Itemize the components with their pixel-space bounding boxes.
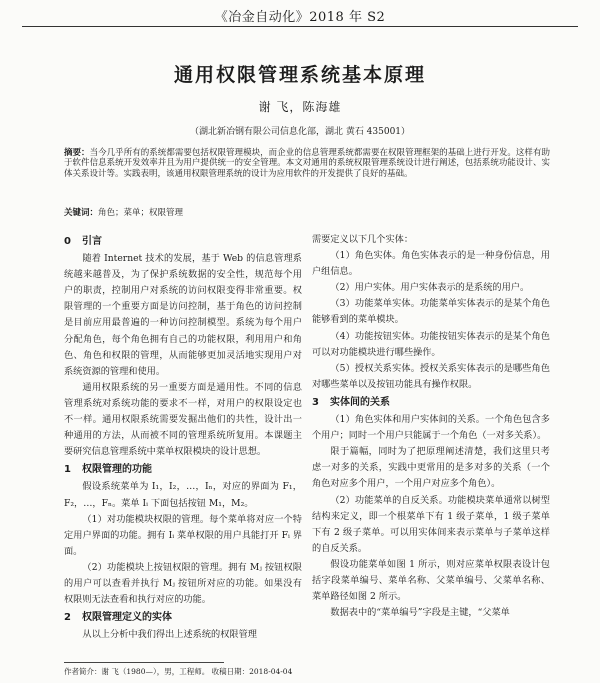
keywords-text: 角色；菜单；权限管理 <box>98 208 184 218</box>
paragraph: 数据表中的“菜单编号”字段是主键，“父菜单 <box>330 607 510 619</box>
section-heading-1: 1 权限管理的功能 <box>64 464 152 476</box>
left-column <box>64 232 302 643</box>
paragraph: 限于篇幅，同时为了把原理阐述清楚，我们这里只考虑一对多的关系，实践中更常用的是多对多的关系（一个角色对应多个用户，一个用户对应多个角色）。 <box>312 446 550 490</box>
paragraph: 假设系统菜单为 I₁，I₂，…，Iₙ，对应的界面为 F₁，F₂，…，Fₙ。菜单 Iᵢ 下面包括按钮 M₁，M₂。 <box>64 481 302 509</box>
abstract <box>64 148 550 179</box>
paper-affiliation: （湖北新冶钢有限公司信息化部，湖北 黄石 435001） <box>189 127 411 137</box>
section-heading-3: 3 实体间的关系 <box>312 396 390 408</box>
paragraph: （2）用户实体。用户实体表示的是系统的用户。 <box>330 282 530 294</box>
paragraph: 随着 Internet 技术的发展，基于 Web 的信息管理系统越来越普及，为了保护系统数据的安全性，规范每个用户的职责，控制用户对系统的访问权限变得非常重要。权限管理的一个重要方面是访问控制，基于角色的访问控制是目前应用最普遍的一种访问控制模型。系统为每个用户分配角色，每个角色拥有自己的功能权限，利用用户和角色、角色和权限的管理，从而能够更加灵活地实现用户对系统资源的管理和使用。 <box>64 253 302 377</box>
paper-authors: 谢 飞，陈海雄 <box>258 100 342 114</box>
author-footnote: 作者简介：谢 飞（1980—），男，工程师。 收稿日期：2018-04-04 <box>64 667 293 676</box>
footnote-divider <box>64 662 224 663</box>
keywords <box>64 208 550 218</box>
section-heading-0: 0 引言 <box>64 236 102 247</box>
header-divider <box>22 26 578 27</box>
abstract-label: 摘要： <box>64 148 90 158</box>
paragraph: （3）功能菜单实体。功能菜单实体表示的是某个角色能够看到的菜单模块。 <box>312 298 550 326</box>
paragraph: （4）功能按钮实体。功能按钮实体表示的是某个角色可以对功能模块进行哪些操作。 <box>312 330 550 358</box>
paragraph: （5）授权关系实体。授权关系实体表示的是哪些角色对哪些菜单以及按钮功能具有操作权限。 <box>312 362 550 390</box>
running-head: 《冶金自动化》2018 年 S2 <box>214 10 386 25</box>
paragraph: （1）对功能模块权限的管理。每个菜单将对应一个特定用户界面的功能。拥有 Iᵢ 菜单权限的用户具能打开 Fᵢ 界面。 <box>64 513 302 557</box>
paragraph: （1）角色实体。角色实体表示的是一种身份信息，用户组信息。 <box>312 250 550 278</box>
paragraph: 从以上分析中我们得出上述系统的权限管理 <box>82 629 257 641</box>
section-heading-2: 2 权限管理定义的实体 <box>64 612 172 624</box>
right-column <box>312 232 550 621</box>
paragraph: 通用权限系统的另一重要方面是通用性。不同的信息管理系统对系统功能的要求不一样，对用户的权限设定也不一样。通用权限系统需要发掘出他们的共性，设计出一种通用的方法，从而被不同的管理系统所复用。本课题主要研究信息管理系统中菜单权限模块的设计思想。 <box>64 381 302 458</box>
paragraph: （1）角色实体和用户实体间的关系。一个角色包含多个用户；同时一个用户只能属于一个角色（一对多关系）。 <box>312 414 550 442</box>
paragraph: （2）功能模块上按钮权限的管理。拥有 Mⱼ 按钮权限的用户可以查看并执行 Mⱼ 按钮所对应的功能。如果没有权限则无法查看和执行对应的功能。 <box>64 561 302 606</box>
paragraph: 需要定义以下几个实体： <box>312 234 414 245</box>
paragraph: （2）功能菜单的自反关系。功能模块菜单通常以树型结构来定义，即一个根菜单下有 1 级子菜单，1 级子菜单下有 2 级子菜单。可以用实体间来表示菜单与子菜单这样的自反关系。 <box>312 494 550 554</box>
abstract-text: 当今几乎所有的系统都需要包括权限管理模块，而企业的信息管理系统都需要在权限管理框架的基础上进行开发。这样有助于软件信息系统开发效率并且为用户提供统一的安全管理。本文对通用的系统权限管理系统设计进行阐述，包括系统功能设计、实体关系设计等。实践表明，该通用权限管理系统的设计为应用软件的开发提供了良好的基础。 <box>64 148 550 179</box>
keywords-label: 关键词： <box>64 208 99 218</box>
paragraph: 假设功能菜单如图 1 所示，则对应菜单权限表设计包括字段菜单编号、菜单名称、父菜单编号、父菜单名称、菜单路径如图 2 所示。 <box>312 558 550 603</box>
paper-title: 通用权限管理系统基本原理 <box>173 64 426 86</box>
